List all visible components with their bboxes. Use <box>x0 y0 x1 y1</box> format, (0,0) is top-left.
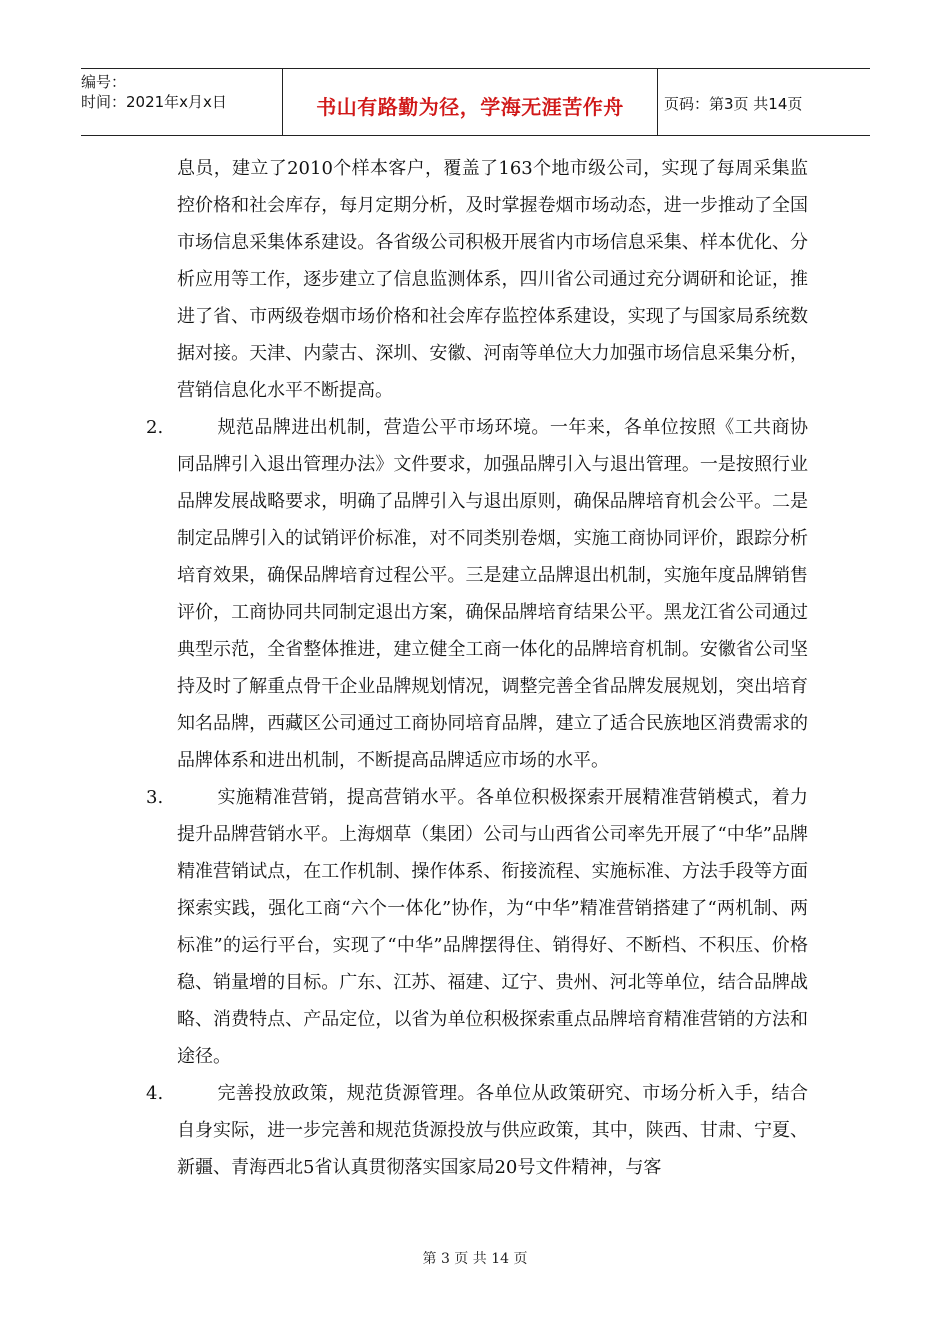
paragraph-text: 规范品牌进出机制，营造公平市场环境。一年来，各单位按照《工共商协同品牌引入退出管理办法》文件要求，加强品牌引入与退出管理。一是按照行业品牌发展战略要求，明确了品牌引入与退出原则，确保品牌培育机会公平。二是制定品牌引入的试销评价标准，对不同类别卷烟，实施工商协同评价，跟踪分析培育效果，确保品牌培育过程公平。三是建立品牌退出机制，实施年度品牌销售评价，工商协同共同制定退出方案，确保品牌培育结果公平。黑龙江省公司通过典型示范，全省整体推进，建立健全工商一体化的品牌培育机制。安徽省公司坚持及时了解重点骨干企业品牌规划情况，调整完善全省品牌发展规划，突出培育知名品牌，西藏区公司通过工商协同培育品牌，建立了适合民族地区消费需求的品牌体系和进出机制，不断提高品牌适应市场的水平。 <box>177 417 808 771</box>
header-page-cell <box>658 69 870 135</box>
document-body <box>0 150 950 1186</box>
paragraph-number: 4. <box>146 1083 164 1104</box>
header-motto: 书山有路勤为径，学海无涯苦作舟 <box>316 94 624 119</box>
paragraph-continued <box>177 150 808 409</box>
paragraph-text: 息员，建立了2010个样本客户，覆盖了163个地市级公司，实现了每周采集监控价格和社会库存，每月定期分析，及时掌握卷烟市场动态，进一步推动了全国市场信息采集体系建设。各省级公司积极开展省内市场信息采集、样本优化、分析应用等工作，逐步建立了信息监测体系，四川省公司通过充分调研和论证，推进了省、市两级卷烟市场价格和社会库存监控体系建设，实现了与国家局系统数据对接。天津、内蒙古、深圳、安徽、河南等单位大力加强市场信息采集分析，营销信息化水平不断提高。 <box>177 158 808 401</box>
header-meta-cell <box>81 69 283 135</box>
paragraph-item-4 <box>146 1075 808 1186</box>
paragraph-item-2 <box>146 409 808 779</box>
header-motto-cell <box>283 69 658 135</box>
paragraph-number: 3. <box>146 787 164 808</box>
page-footer <box>0 1248 950 1268</box>
paragraph-number: 2. <box>146 417 164 438</box>
page-header <box>81 68 870 136</box>
paragraph-item-3 <box>146 779 808 1075</box>
footer-page-number: 第 3 页 共 14 页 <box>422 1251 528 1267</box>
document-number-label: 编号： <box>81 73 127 91</box>
paragraph-text: 实施精准营销，提高营销水平。各单位积极探索开展精准营销模式，着力提升品牌营销水平。上海烟草（集团）公司与山西省公司率先开展了“中华”品牌精准营销试点，在工作机制、操作体系、衔接流程、实施标准、方法手段等方面探索实践，强化工商“六个一体化”协作，为“中华”精准营销搭建了“两机制、两标准”的运行平台，实现了“中华”品牌摆得住、销得好、不断档、不积压、价格稳、销量增的目标。广东、江苏、福建、辽宁、贵州、河北等单位，结合品牌战略、消费特点、产品定位，以省为单位积极探索重点品牌培育精准营销的方法和途径。 <box>177 787 808 1067</box>
header-page-label: 页码：第3页 共14页 <box>664 94 803 113</box>
document-date-label: 时间：2021年x月x日 <box>81 93 227 111</box>
paragraph-text: 完善投放政策，规范货源管理。各单位从政策研究、市场分析入手，结合自身实际，进一步完善和规范货源投放与供应政策，其中，陕西、甘肃、宁夏、新疆、青海西北5省认真贯彻落实国家局20号文件精神，与客 <box>177 1083 808 1178</box>
